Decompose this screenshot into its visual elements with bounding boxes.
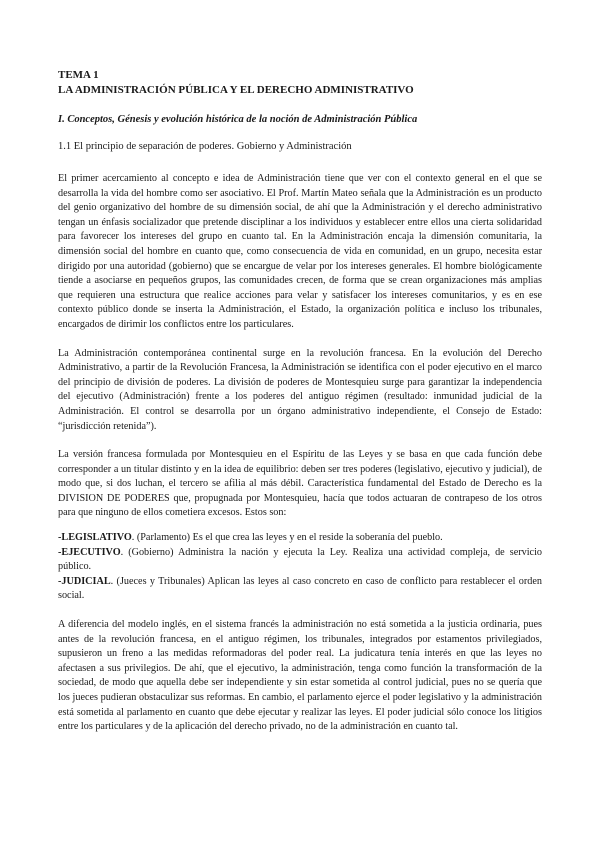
document-page	[58, 68, 542, 735]
power-term: -JUDICIAL	[58, 575, 111, 587]
paragraph-revolucion: La Administración contemporánea continental surge en la revolución francesa. En la evolución del Derecho Administrativo, a partir de la Revolución Francesa, la Administración se identifica con el poder ejecutivo en el marco del principio de división de poderes. La división de poderes de Montesquieu surge para garantizar la independencia del ejecutivo (Administración) frente a los poderes del antiguo régimen (resultado: inmunidad judicial de la Administración. El control se desarrolla por un órgano administrativo independiente, el Consejo de Estado: “jurisdicción retenida”).	[58, 347, 542, 432]
tema-title: LA ADMINISTRACIÓN PÚBLICA Y EL DERECHO ADMINISTRATIVO	[58, 84, 414, 96]
section-title: I. Conceptos, Génesis y evolución histórica de la noción de Administración Pública	[58, 114, 418, 125]
power-legislativo	[58, 531, 542, 546]
power-description: . (Parlamento) Es el que crea las leyes y en el reside la soberanía del pueblo.	[131, 532, 443, 544]
power-term: -EJECUTIVO	[58, 546, 121, 558]
paragraph-intro: El primer acercamiento al concepto e idea de Administración tiene que ver con el contexto general en el que se desarrolla la vida del hombre como ser asociativo. El Prof. Martín Mateo señala que la Administración es un producto del genio organizativo del hombre de su dimensión social, de ahí que la Administración y el derecho administrativo tengan un énfasis socializador que pretende disciplinar a los individuos y establecer entre ellos una cierta solidaridad para favorecer los intereses del grupo en cuanto tal. En la Administración encaja la dimensión comunitaria, la dimensión social del hombre en cuanto que, como consecuencia de vida en comunidad, en un grupo, necesita estar dirigido por una autoridad (gobierno) que se encargue de velar por los intereses generales. El hombre biológicamente tiende a asociarse en pequeños grupos, las comunidades crecen, de forma que se crean organizaciones más amplias que requieren una estructura que realice acciones para velar y satisfacer los intereses comunitarios, y es en ese contexto público donde se inserta la Administración, el Estado, la organización política e incluso los tribunales, encargados de dirimir los conflictos entre los particulares.	[58, 173, 542, 330]
power-judicial	[58, 575, 542, 604]
subsection-title: 1.1 El principio de separación de poderes. Gobierno y Administración	[58, 141, 352, 152]
power-ejecutivo	[58, 546, 542, 575]
power-description: . (Jueces y Tribunales) Aplican las leyes al caso concreto en caso de conflicto para restablecer el orden social.	[58, 575, 542, 602]
paragraph-montesquieu: La versión francesa formulada por Montesquieu en el Espíritu de las Leyes y se basa en que cada función debe corresponder a un titular distinto y en la idea de equilibrio: deben ser tres poderes (legislativo, ejecutivo y judicial), de modo que, si dos luchan, el tercero se afilia al más débil. Característica fundamental del Estado de Derecho es la DIVISION DE PODERES que, propugnada por Montesquieu, hacía que todos actuaran de contrapeso de los otros para que ninguno de ellos cometiera excesos. Estos son:	[58, 449, 542, 519]
power-term: -LEGISLATIVO	[58, 532, 132, 544]
tema-label: TEMA 1	[58, 69, 99, 81]
powers-list	[58, 531, 542, 604]
power-description: . (Gobierno) Administra la nación y ejecuta la Ley. Realiza una actividad compleja, de servicio público.	[58, 546, 542, 573]
paragraph-modelo-ingles: A diferencia del modelo inglés, en el sistema francés la administración no está sometida a la justicia ordinaria, pues antes de la revolución francesa, en el antiguo régimen, los tribunales, integrados por estamentos privilegiados, supusieron un freno a las medidas reformadoras del poder real. La judicatura tenía interés en que las leyes no afectasen a sus privilegios. De ahí, que el ejecutivo, la administración, tenga como función la transformación de la sociedad, de modo que aquella debe ser independiente y sin estar sometida al control judicial, pues no se quería que los jueces pudieran obstaculizar sus reformas. En cambio, el parlamento ejerce el poder legislativo y la administración está sometida al parlamento en cuanto que debe ejecutar y realizar las leyes. El poder judicial sólo conoce los litigios entre los particulares y de la aplicación del derecho privado, no de la administración en cuanto tal.	[58, 619, 542, 733]
